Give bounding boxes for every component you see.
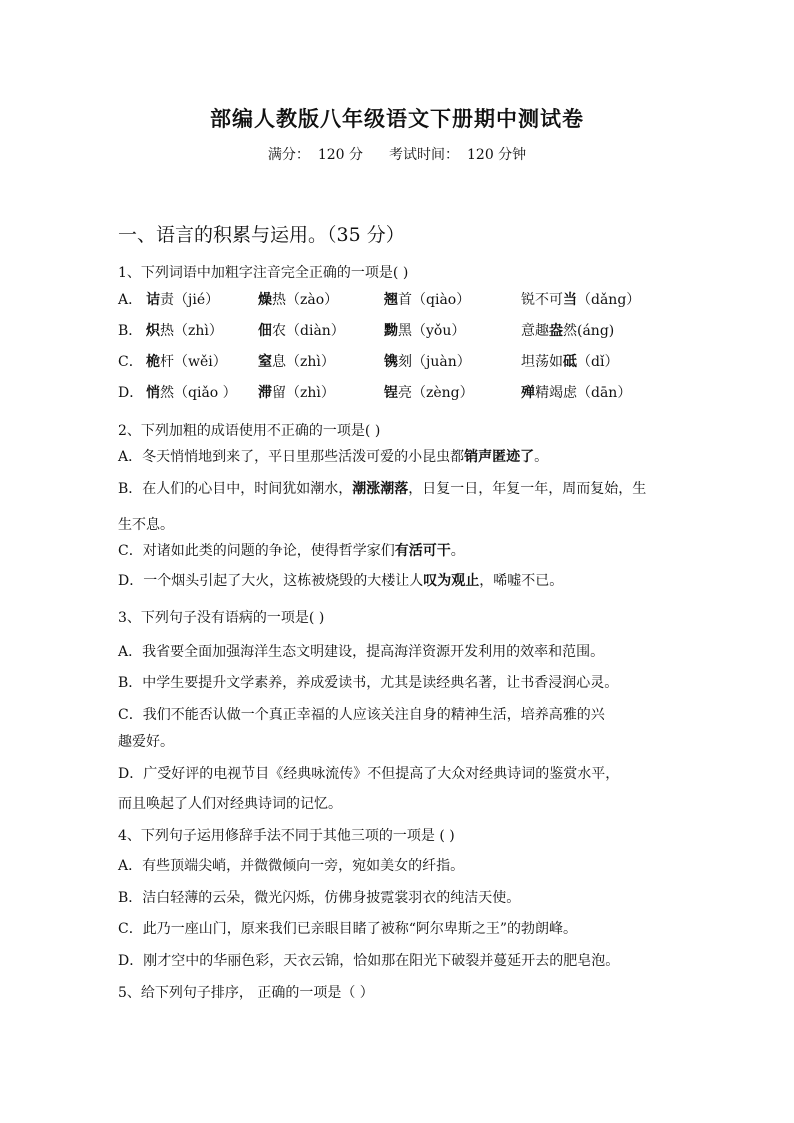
- q1-a2-rest: 热（zào）: [272, 292, 339, 308]
- q2-a-end: 。: [534, 449, 549, 465]
- q2-d-end: ，唏嘘不已。: [479, 573, 564, 589]
- q1-a-letter: A．: [118, 292, 143, 308]
- q1-a1-bold: 诘: [146, 292, 160, 308]
- q4-option-b: B．洁白轻薄的云朵，微光闪烁，仿佛身披霓裳羽衣的纯洁天使。: [118, 890, 521, 906]
- q3-option-b: B．中学生要提升文学素养，养成爱读书，尤其是读经典名著，让书香浸润心灵。: [118, 675, 619, 691]
- exam-subtitle: [0, 144, 794, 164]
- time-value: 120 分钟: [467, 147, 527, 163]
- q1-d2-bold: 滞: [258, 385, 272, 401]
- q5-stem: 5、给下列句子排序， 正确的一项是（ ）: [118, 985, 374, 1001]
- time-label: 考试时间：: [389, 147, 459, 163]
- q2-option-a: [118, 446, 548, 466]
- q1-d-letter: D．: [118, 385, 144, 401]
- q1-a4-bold: 当: [563, 292, 577, 308]
- q4-option-a: A．有些顶端尖峭，并微微倾向一旁，宛如美女的纤指。: [118, 858, 465, 874]
- q1-a4-pre: 锐不可: [521, 292, 563, 308]
- q1-d3-bold: 锃: [384, 385, 398, 401]
- q1-b2-bold: 佃: [258, 323, 272, 339]
- q1-b3-bold: 黝: [384, 323, 398, 339]
- q1-a3-rest: 首（qiào）: [398, 292, 471, 308]
- q3-option-c: C．我们不能否认做一个真正幸福的人应该关注自身的精神生活，培养高雅的兴: [118, 707, 605, 723]
- q2-option-b: [118, 478, 646, 498]
- q1-b2-rest: 农（diàn）: [272, 323, 345, 339]
- q4-option-d: D．刚才空中的华丽色彩，天衣云锦，恰如那在阳光下破裂并蔓延开去的肥皂泡。: [118, 953, 620, 969]
- section-heading: 一、语言的积累与运用。（35 分）: [118, 224, 405, 246]
- q1-c2-bold: 窒: [258, 354, 272, 370]
- q2-b-text: B．在人们的心目中，时间犹如潮水，: [118, 481, 353, 497]
- q3-stem: 3、下列句子没有语病的一项是( ): [118, 610, 325, 626]
- q1-b-letter: B．: [118, 323, 143, 339]
- score-label: 满分：: [267, 147, 310, 163]
- q1-c1-bold: 桅: [146, 354, 160, 370]
- q4-option-c: C．此乃一座山门，原来我们已亲眼目睹了被称“阿尔卑斯之王”的勃朗峰。: [118, 921, 578, 937]
- q1-d2-rest: 留（zhì）: [272, 385, 335, 401]
- q2-option-c: [118, 540, 465, 560]
- q1-a1-rest: 责（jié）: [160, 292, 220, 308]
- q1-a3-bold: 翘: [384, 292, 398, 308]
- score-value: 120 分: [317, 147, 363, 163]
- q2-d-idiom: 叹为观止: [423, 573, 480, 589]
- q1-d3-rest: 亮（zèng）: [398, 385, 474, 401]
- q1-c2-rest: 息（zhì）: [272, 354, 335, 370]
- q1-c4-bold: 砥: [563, 354, 577, 370]
- q3-option-d-cont: 而且唤起了人们对经典诗词的记忆。: [118, 796, 342, 812]
- q2-c-text: C．对诸如此类的问题的争论，使得哲学家们: [118, 543, 395, 559]
- q1-b4-bold: 盎: [549, 323, 563, 339]
- q1-b1-rest: 热（zhì）: [160, 323, 223, 339]
- q1-c4-pre: 坦荡如: [521, 354, 563, 370]
- q1-c-letter: C．: [118, 354, 143, 370]
- q1-c3-bold: 镌: [384, 354, 398, 370]
- q1-a2-bold: 燥: [258, 292, 272, 308]
- q2-option-b-cont: 生不息。: [118, 517, 174, 533]
- q2-stem: 2、下列加粗的成语使用不正确的一项是( ): [118, 423, 381, 439]
- q2-b-idiom: 潮涨潮落: [352, 481, 409, 497]
- q2-a-idiom: 销声匿迹了: [464, 449, 535, 465]
- q1-d4-rest: 精竭虑（dān）: [535, 385, 632, 401]
- q1-b1-bold: 炽: [146, 323, 160, 339]
- q2-b-end: ，日复一日，年复一年，周而复始，生: [408, 481, 647, 497]
- q1-d4-bold: 殚: [521, 385, 535, 401]
- q4-stem: 4、下列句子运用修辞手法不同于其他三项的一项是 ( ): [118, 828, 455, 844]
- q3-option-c-cont: 趣爱好。: [118, 734, 174, 750]
- q1-a4-rest: （dǎng）: [577, 292, 641, 308]
- q1-c1-rest: 杆（wěi）: [160, 354, 227, 370]
- q1-c4-rest: （dǐ）: [577, 354, 619, 370]
- q2-option-d: [118, 570, 563, 590]
- q1-stem: 1、下列词语中加粗字注音完全正确的一项是( ): [118, 265, 409, 281]
- q1-b4-rest: 然(áng): [563, 323, 615, 339]
- q1-b4-pre: 意趣: [521, 323, 549, 339]
- q2-d-text: D．一个烟头引起了大火，这栋被烧毁的大楼让人: [118, 573, 424, 589]
- q1-c3-rest: 刻（juàn）: [398, 354, 471, 370]
- q1-d1-bold: 悄: [146, 385, 160, 401]
- q3-option-a: A．我省要全面加强海洋生态文明建设，提高海洋资源开发利用的效率和范围。: [118, 644, 605, 660]
- q1-d1-rest: 然（qiǎo ）: [160, 385, 237, 401]
- q2-c-end: 。: [450, 543, 465, 559]
- q2-c-idiom: 有活可干: [394, 543, 451, 559]
- q2-a-text: A．冬天悄悄地到来了，平日里那些活泼可爱的小昆虫都: [118, 449, 465, 465]
- exam-title: 部编人教版八年级语文下册期中测试卷: [210, 106, 584, 131]
- q3-option-d: D．广受好评的电视节目《经典咏流传》不但提高了大众对经典诗词的鉴赏水平，: [118, 766, 620, 782]
- q1-b3-rest: 黑（yǒu）: [398, 323, 466, 339]
